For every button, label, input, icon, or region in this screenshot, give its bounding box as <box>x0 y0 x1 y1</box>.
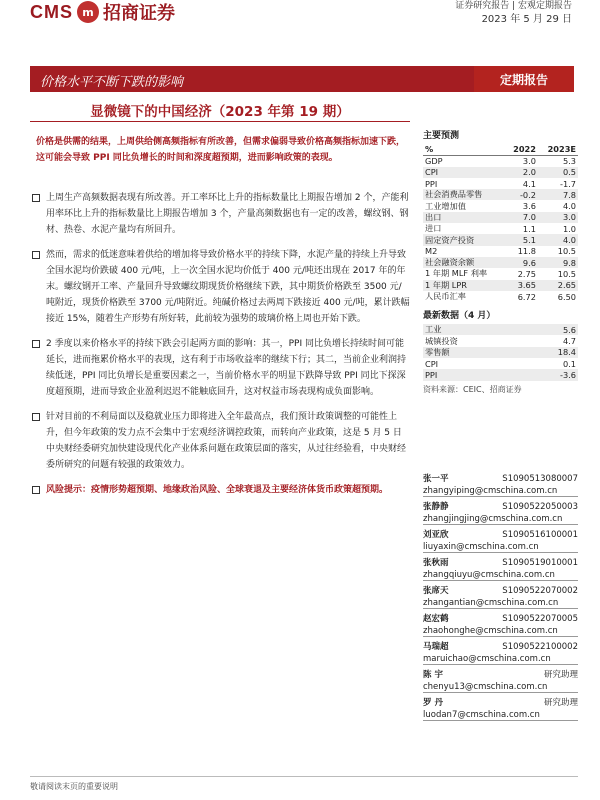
analyst-code: S1090522050003 <box>502 502 578 512</box>
cell-2022: 7.0 <box>505 212 538 223</box>
table-row <box>423 246 578 257</box>
analyst-email[interactable]: chenyu13@cmschina.com.cn <box>423 681 578 693</box>
bullet-text: 针对目前的不利局面以及稳就业压力即将进入全年最高点，我们预计政策调整的可能性上升，但今年政策的发力点不会集中于宏观经济调控政策，而转向产业政策，这是 5 月 5 日中央财经委研究加快建设现代化产业体系问题在政策层面的落实，从过往经验看，中央财经委所研究的问题有较强的政策效力。 <box>46 412 407 470</box>
analyst-name: 张静静 <box>423 502 449 512</box>
table-row <box>423 369 578 380</box>
table-row <box>423 167 578 178</box>
cell-2023e: 10.5 <box>557 268 576 279</box>
analyst-email[interactable]: zhangjingjing@cmschina.com.cn <box>423 513 578 525</box>
checkbox-bullet-icon <box>32 486 40 494</box>
analyst-name: 张席天 <box>423 586 449 596</box>
analyst-entry <box>423 529 578 553</box>
risk-item <box>30 482 410 498</box>
summary-paragraph: 价格是供需的结果，上周供给侧高频指标有所改善，但需求偏弱导致价格高频指标加速下跌，这可能会导致 PPI 同比负增长的时间和深度超预期，进而影响政策的表现。 <box>36 137 406 163</box>
row-label: GDP <box>425 156 443 167</box>
data-sidebar <box>423 128 578 395</box>
cell-2023e: 0.5 <box>538 167 578 178</box>
cell-2022: 4.1 <box>522 178 536 189</box>
cell-2022: 2.75 <box>517 268 536 279</box>
table-row <box>423 223 578 234</box>
table-row <box>423 280 578 291</box>
row-label: 出口 <box>423 212 505 223</box>
analyst-code: 研究助理 <box>543 670 578 680</box>
bullet-item <box>30 336 410 400</box>
cell-value: 4.7 <box>562 336 576 347</box>
cell-2023e: 2.65 <box>538 280 578 291</box>
col-header: % <box>423 144 505 155</box>
analyst-name: 张秋雨 <box>423 558 449 568</box>
analyst-email[interactable]: zhangantian@cmschina.com.cn <box>423 597 578 609</box>
table-row <box>423 212 578 223</box>
footer-note: 敬请阅读末页的重要说明 <box>30 782 118 791</box>
page-header <box>0 0 600 30</box>
cell-2022: 3.0 <box>522 156 536 167</box>
bullet-item <box>30 247 410 327</box>
cell-value: 18.4 <box>520 347 578 358</box>
col-header: 2022 <box>505 144 538 155</box>
row-label: M2 <box>425 246 438 257</box>
analyst-name: 陈 宇 <box>423 670 443 680</box>
analyst-entry <box>423 641 578 665</box>
analyst-entry <box>423 585 578 609</box>
cell-2022: 3.65 <box>505 280 538 291</box>
logo-cms-text: CMS <box>30 1 73 22</box>
col-header: 2023E <box>538 144 578 155</box>
forecast-table <box>423 144 578 302</box>
cell-2022: 1.1 <box>522 223 536 234</box>
forecast-header-row <box>423 144 578 155</box>
latest-data-table <box>423 324 578 380</box>
data-source-note: 资料来源：CEIC、招商证券 <box>423 384 522 394</box>
cell-2023e: 3.0 <box>538 212 578 223</box>
analyst-list <box>423 473 578 725</box>
cell-2023e: 9.8 <box>538 257 578 268</box>
cell-2022: 3.6 <box>522 201 536 212</box>
analyst-code: S1090516100001 <box>502 530 578 540</box>
row-label: 城镇投资 <box>425 335 458 346</box>
analyst-email[interactable]: liuyaxin@cmschina.com.cn <box>423 541 578 553</box>
analyst-email[interactable]: zhangyiping@cmschina.com.cn <box>423 485 578 497</box>
table-row <box>423 324 578 335</box>
table-row <box>423 155 578 166</box>
analyst-code: S1090522070002 <box>502 586 578 596</box>
table-row <box>423 234 578 245</box>
table-row <box>423 291 578 302</box>
cell-2022: 9.6 <box>505 257 538 268</box>
latest-data-title: 最新数据（4 月） <box>423 311 496 322</box>
bullet-list <box>30 190 410 507</box>
report-date: 2023 年 5 月 29 日 <box>481 14 572 25</box>
table-row <box>423 257 578 268</box>
row-label: 工业增加值 <box>425 200 466 211</box>
checkbox-bullet-icon <box>32 413 40 421</box>
checkbox-bullet-icon <box>32 251 40 259</box>
cell-value: 0.1 <box>562 358 576 369</box>
row-label: 固定资产投资 <box>423 234 505 245</box>
table-row <box>423 347 578 358</box>
row-label: 1 年期 MLF 利率 <box>425 268 488 279</box>
row-label: CPI <box>425 358 439 369</box>
bullet-text: 2 季度以来价格水平的持续下跌会引起两方面的影响：其一，PPI 同比负增长持续时间可能延长，进而拖累价格水平的表现，这有利于市场收益率的继续下行；其二，当前企业利润持续低迷，PPI 同比负增长是重要因素之一，当前价格水平的明显下跌降导致 PPI 同比下探深度超预期，进而导致企业盈利迟迟不能触底回升，这对权益市场表现构成负面影响。 <box>46 339 407 397</box>
row-label: 人民币汇率 <box>425 291 466 301</box>
cell-2023e: 6.50 <box>557 291 576 302</box>
analyst-entry <box>423 501 578 525</box>
analyst-code: S1090522100002 <box>502 642 578 652</box>
table-row <box>423 268 578 279</box>
header-meta <box>455 0 572 26</box>
analyst-code: 研究助理 <box>543 698 578 708</box>
cell-2023e: 7.8 <box>538 189 578 200</box>
brand-logo <box>30 0 175 24</box>
row-label: 工业 <box>423 324 520 335</box>
cell-2023e: -1.7 <box>560 178 576 189</box>
row-label: CPI <box>423 167 505 178</box>
row-label: 社会融资余额 <box>423 257 505 268</box>
cell-2022: 11.8 <box>517 246 536 257</box>
cell-2023e: 5.3 <box>562 156 576 167</box>
cell-2022: 6.72 <box>517 291 536 302</box>
checkbox-bullet-icon <box>32 194 40 202</box>
checkbox-bullet-icon <box>32 340 40 348</box>
cell-value: 5.6 <box>520 324 578 335</box>
analyst-name: 张一平 <box>423 474 449 484</box>
report-subtitle: 显微镜下的中国经济（2023 年第 19 期） <box>90 104 350 120</box>
forecast-title: 主要预测 <box>423 131 460 141</box>
analyst-email[interactable]: zhaohonghe@cmschina.com.cn <box>423 625 578 637</box>
cell-2022: -0.2 <box>505 189 538 200</box>
analyst-email[interactable]: maruichao@cmschina.com.cn <box>423 653 578 665</box>
report-type-badge: 定期报告 <box>474 66 574 92</box>
row-label: 进口 <box>425 223 442 234</box>
cell-2023e: 10.5 <box>557 246 576 257</box>
analyst-code: S1090519010001 <box>502 558 578 568</box>
row-label: 社会消费品零售 <box>423 189 505 200</box>
title-banner <box>30 66 574 92</box>
analyst-entry <box>423 613 578 637</box>
report-category: 证券研究报告 | 宏观定期报告 <box>455 1 572 11</box>
footer-divider <box>30 776 578 777</box>
logo-badge-icon: m <box>77 1 99 23</box>
analyst-entry <box>423 557 578 581</box>
cell-2023e: 4.0 <box>562 201 576 212</box>
cell-value: -3.6 <box>520 369 578 380</box>
bullet-item <box>30 190 410 238</box>
analyst-email[interactable]: zhangqiuyu@cmschina.com.cn <box>423 569 578 581</box>
cell-2023e: 1.0 <box>562 223 576 234</box>
table-row <box>423 200 578 211</box>
analyst-entry <box>423 697 578 721</box>
analyst-name: 罗 丹 <box>423 698 443 708</box>
cell-2023e: 4.0 <box>538 234 578 245</box>
banner-title: 价格水平不断下跌的影响 <box>40 75 184 90</box>
risk-text: 风险提示：疫情形势超预期、地缘政治风险、全球衰退及主要经济体货币政策超预期。 <box>46 485 389 495</box>
subtitle-divider <box>30 121 410 122</box>
table-row <box>423 358 578 369</box>
table-row <box>423 189 578 200</box>
bullet-text: 然而，需求的低迷意味着供给的增加将导致价格水平的持续下降，水泥产量的持续上升导致全国水泥均价跌破 400 元/吨，上一次全国水泥均价低于 400 元/吨还出现在 2017 年的年末。螺纹钢开工率、产量回升导致螺纹期现货价格继续下跌，其中期货价格跌至 3500 元/吨附近，现货价格跌至 3700 元/吨附近。纯碱价格过去两周下跌接近 400 元/吨，累计跌幅接近 15%，随着生产形势有所好转，此前较为强势的玻璃价格上周也开始下跌。 <box>46 250 410 324</box>
analyst-entry <box>423 473 578 497</box>
row-label: 1 年期 LPR <box>423 280 505 291</box>
row-label: 零售额 <box>423 347 520 358</box>
analyst-name: 赵宏鹤 <box>423 614 449 624</box>
table-row <box>423 335 578 346</box>
analyst-name: 马瑞超 <box>423 642 449 652</box>
bullet-text: 上周生产高频数据表现有所改善。开工率环比上升的指标数量比上期报告增加 2 个，产能利用率环比上升的指标数量比上期报告增加 3 个，产量高频数据也有一定的改善，螺纹钢、钢材、热卷、水泥产量均有所回升。 <box>46 193 409 235</box>
analyst-email[interactable]: luodan7@cmschina.com.cn <box>423 709 578 721</box>
row-label: PPI <box>425 178 438 189</box>
cell-2022: 2.0 <box>505 167 538 178</box>
analyst-code: S1090522070005 <box>502 614 578 624</box>
cell-2022: 5.1 <box>505 234 538 245</box>
analyst-entry <box>423 669 578 693</box>
table-row <box>423 178 578 189</box>
analyst-code: S1090513080007 <box>502 474 578 484</box>
bullet-item <box>30 409 410 473</box>
analyst-name: 刘亚欣 <box>423 530 449 540</box>
logo-name-text: 招商证券 <box>103 3 175 24</box>
row-label: PPI <box>423 369 520 380</box>
